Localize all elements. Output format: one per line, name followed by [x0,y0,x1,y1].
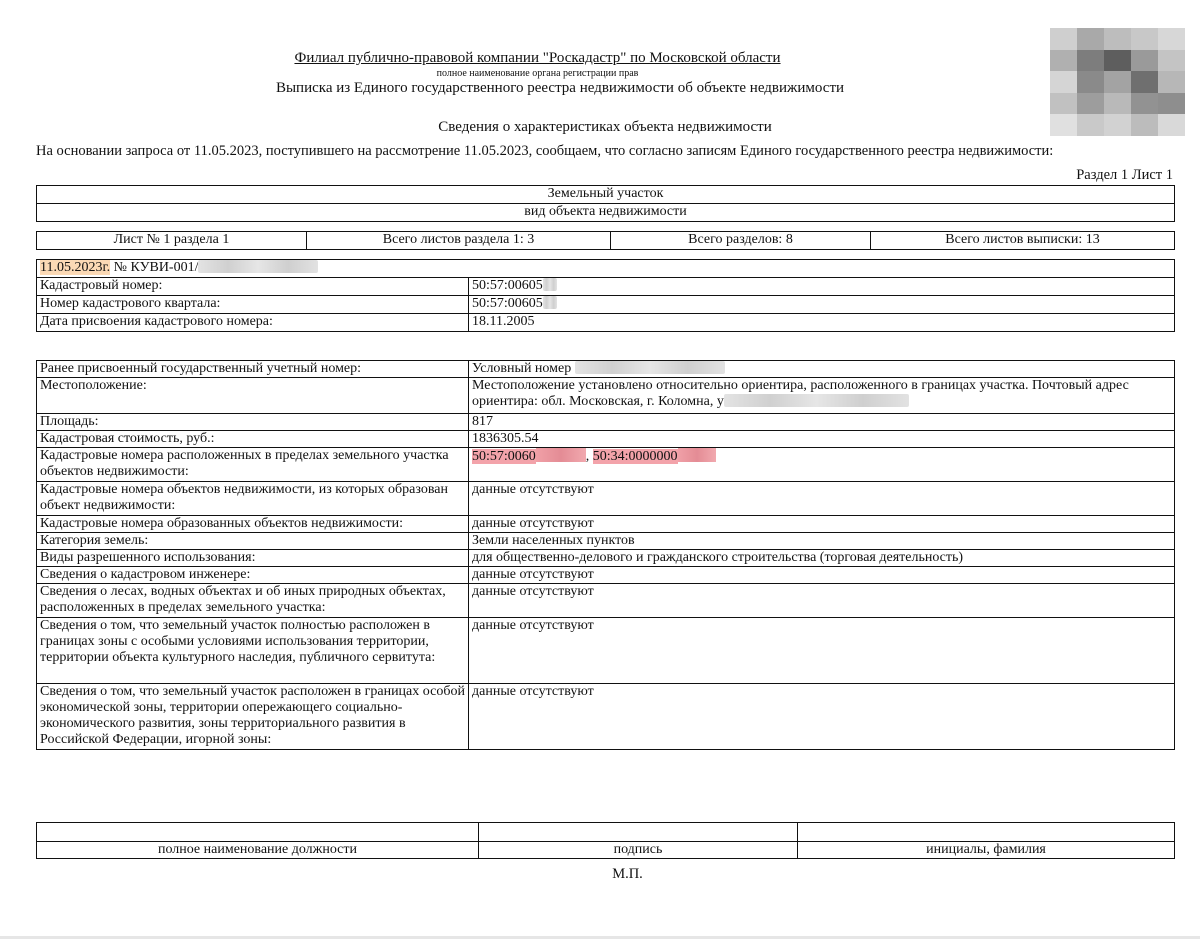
formed-label: Кадастровые номера образованных объектов недвижимости: [37,516,469,533]
location-label: Местоположение: [37,378,469,414]
area-label: Площадь: [37,414,469,431]
signature-caption: подпись [479,842,798,859]
sheets-in-section: Всего листов раздела 1: 3 [307,232,611,250]
row-label: Номер кадастрового квартала: [37,296,469,314]
statement-number-row [37,260,1175,278]
characteristics-table [36,360,1175,750]
org-name: Филиал публично-правовой компании "Роскадастр" по Московской области [294,50,781,66]
forests-label: Сведения о лесах, водных объектах и об иных природных объектах, расположенных в пределах земельного участка: [37,584,469,618]
cadastral-table [36,259,1175,332]
area-value: 817 [469,414,1175,431]
prev-number-value: Условный номер [469,361,1175,378]
zone-value: данные отсутствуют [469,618,1175,684]
document-title: Выписка из Единого государственного реестра недвижимости об объекте недвижимости [275,80,845,96]
location-value: Местоположение установлено относительно ориентира, расположенного в границах участка. Почтовый адрес ориентира: обл. Московская, г. Коломна, у [469,378,1175,414]
section-reference: Раздел 1 Лист 1 [1076,167,1173,183]
statement-number: № КУВИ-001/ [110,260,199,275]
sections-total: Всего разделов: 8 [611,232,871,250]
statement-date: 11.05.2023г. [40,260,111,275]
formed-from-value: данные отсутствуют [469,482,1175,516]
row-label: Дата присвоения кадастрового номера: [37,314,469,332]
formed-from-label: Кадастровые номера объектов недвижимости, из которых образован объект недвижимости: [37,482,469,516]
sheet-number: Лист № 1 раздела 1 [37,232,307,250]
position-caption: полное наименование должности [37,842,479,859]
cad-within-label: Кадастровые номера расположенных в пределах земельного участка объектов недвижимости: [37,448,469,482]
cad-within-value: 50:57:0060 , 50:34:0000000 [469,448,1175,482]
category-label: Категория земель: [37,533,469,550]
sheets-total: Всего листов выписки: 13 [871,232,1175,250]
org-caption: полное наименование органа регистрации прав [436,68,639,79]
section-title: Сведения о характеристиках объекта недвижимости [438,119,772,135]
sheets-info-table [36,231,1175,250]
engineer-value: данные отсутствуют [469,567,1175,584]
zone-label: Сведения о том, что земельный участок полностью расположен в границах зоны с особыми условиями использования территории, территории объекта культурного наследия, публичного сервитута: [37,618,469,684]
cost-label: Кадастровая стоимость, руб.: [37,431,469,448]
row-value: 50:57:00605 [469,296,1175,314]
signature-table [36,822,1175,859]
position-field [37,823,479,842]
stamp-place: М.П. [612,866,643,882]
object-type: Земельный участок [37,186,1175,204]
cost-value: 1836305.54 [469,431,1175,448]
object-type-table [36,185,1175,222]
row-label: Кадастровый номер: [37,278,469,296]
row-value: 18.11.2005 [469,314,1175,332]
redacted-block [198,260,318,273]
basis-text: На основании запроса от 11.05.2023, поступившего на рассмотрение 11.05.2023, сообщаем, что согласно записям Единого государственного реестра недвижимости: [36,143,1054,159]
econ-zone-value: данные отсутствуют [469,684,1175,750]
qr-code-blurred [1050,28,1185,136]
signature-field [479,823,798,842]
category-value: Земли населенных пунктов [469,533,1175,550]
engineer-label: Сведения о кадастровом инженере: [37,567,469,584]
forests-value: данные отсутствуют [469,584,1175,618]
use-value: для общественно-делового и гражданского строительства (торговая деятельность) [469,550,1175,567]
initials-caption: инициалы, фамилия [798,842,1175,859]
row-value: 50:57:00605 [469,278,1175,296]
object-type-caption: вид объекта недвижимости [37,204,1175,222]
use-label: Виды разрешенного использования: [37,550,469,567]
formed-value: данные отсутствуют [469,516,1175,533]
initials-field [798,823,1175,842]
econ-zone-label: Сведения о том, что земельный участок расположен в границах особой экономической зоны, территории опережающего социально-экономического развития, зоны территориального развития в Российской Федерации, игорной зоны: [37,684,469,750]
prev-number-label: Ранее присвоенный государственный учетный номер: [37,361,469,378]
